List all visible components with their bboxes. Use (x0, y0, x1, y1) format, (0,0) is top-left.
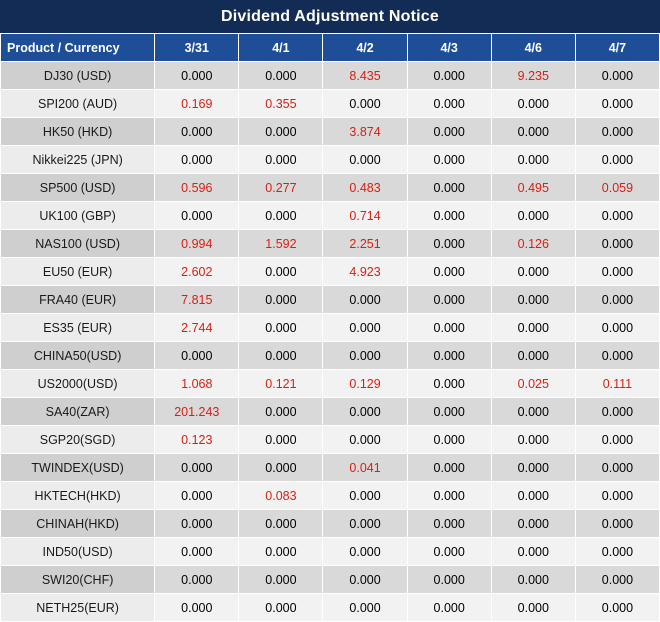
dividend-value: 0.000 (491, 398, 575, 426)
dividend-value: 0.000 (239, 342, 323, 370)
dividend-value: 3.874 (323, 118, 407, 146)
dividend-value: 0.495 (491, 174, 575, 202)
dividend-value: 0.000 (575, 454, 659, 482)
dividend-value: 0.000 (239, 118, 323, 146)
table-row (1, 258, 660, 286)
column-header-date-3: 4/2 (323, 34, 407, 62)
dividend-value: 0.000 (575, 230, 659, 258)
dividend-value: 0.000 (491, 566, 575, 594)
dividend-value: 2.602 (155, 258, 239, 286)
dividend-value: 0.000 (491, 454, 575, 482)
product-label: EU50 (EUR) (1, 258, 155, 286)
dividend-value: 0.000 (239, 314, 323, 342)
dividend-value: 0.000 (155, 594, 239, 622)
dividend-value: 0.000 (575, 62, 659, 90)
dividend-value: 0.169 (155, 90, 239, 118)
table-row (1, 370, 660, 398)
column-header-product: Product / Currency (1, 34, 155, 62)
dividend-value: 0.000 (575, 398, 659, 426)
dividend-value: 0.000 (491, 258, 575, 286)
dividend-value: 0.000 (155, 482, 239, 510)
product-label: HKTECH(HKD) (1, 482, 155, 510)
dividend-value: 0.000 (155, 454, 239, 482)
dividend-value: 0.000 (575, 258, 659, 286)
product-label: UK100 (GBP) (1, 202, 155, 230)
dividend-value: 0.000 (323, 426, 407, 454)
dividend-value: 0.000 (323, 594, 407, 622)
table-row (1, 118, 660, 146)
dividend-value: 0.000 (491, 342, 575, 370)
dividend-value: 0.000 (575, 90, 659, 118)
dividend-value: 0.277 (239, 174, 323, 202)
dividend-value: 0.000 (323, 482, 407, 510)
dividend-value: 0.000 (407, 174, 491, 202)
dividend-value: 0.000 (575, 118, 659, 146)
dividend-value: 0.000 (575, 342, 659, 370)
dividend-value: 0.483 (323, 174, 407, 202)
dividend-value: 1.068 (155, 370, 239, 398)
dividend-value: 0.121 (239, 370, 323, 398)
dividend-value: 0.000 (239, 286, 323, 314)
dividend-value: 0.000 (155, 538, 239, 566)
product-label: FRA40 (EUR) (1, 286, 155, 314)
product-label: ES35 (EUR) (1, 314, 155, 342)
product-label: US2000(USD) (1, 370, 155, 398)
table-row (1, 398, 660, 426)
dividend-value: 0.000 (239, 566, 323, 594)
table-row (1, 202, 660, 230)
dividend-value: 0.000 (407, 566, 491, 594)
dividend-value: 0.000 (323, 146, 407, 174)
dividend-value: 0.000 (155, 566, 239, 594)
table-header (1, 34, 660, 62)
product-label: CHINA50(USD) (1, 342, 155, 370)
dividend-value: 0.000 (491, 146, 575, 174)
dividend-value: 0.111 (575, 370, 659, 398)
dividend-value: 0.000 (323, 398, 407, 426)
table-row (1, 482, 660, 510)
dividend-value: 0.000 (575, 482, 659, 510)
product-label: HK50 (HKD) (1, 118, 155, 146)
table-row (1, 538, 660, 566)
dividend-value: 0.000 (575, 314, 659, 342)
dividend-value: 0.000 (407, 342, 491, 370)
dividend-value: 0.596 (155, 174, 239, 202)
product-label: CHINAH(HKD) (1, 510, 155, 538)
dividend-value: 0.000 (407, 398, 491, 426)
dividend-value: 1.592 (239, 230, 323, 258)
dividend-value: 0.126 (491, 230, 575, 258)
dividend-value: 0.000 (575, 594, 659, 622)
table-row (1, 342, 660, 370)
product-label: IND50(USD) (1, 538, 155, 566)
dividend-value: 0.000 (239, 594, 323, 622)
column-header-date-6: 4/7 (575, 34, 659, 62)
column-header-date-5: 4/6 (491, 34, 575, 62)
dividend-value: 0.000 (155, 62, 239, 90)
dividend-value: 0.000 (323, 90, 407, 118)
product-label: SGP20(SGD) (1, 426, 155, 454)
dividend-value: 0.000 (323, 510, 407, 538)
dividend-value: 0.000 (239, 454, 323, 482)
dividend-value: 7.815 (155, 286, 239, 314)
table-row (1, 90, 660, 118)
dividend-value: 0.000 (155, 342, 239, 370)
dividend-value: 0.000 (407, 62, 491, 90)
table-body (1, 62, 660, 622)
product-label: TWINDEX(USD) (1, 454, 155, 482)
dividend-value: 201.243 (155, 398, 239, 426)
dividend-value: 0.000 (323, 286, 407, 314)
dividend-value: 0.000 (239, 510, 323, 538)
dividend-value: 0.000 (491, 538, 575, 566)
dividend-value: 0.000 (407, 454, 491, 482)
product-label: SWI20(CHF) (1, 566, 155, 594)
dividend-value: 0.000 (407, 90, 491, 118)
dividend-value: 0.000 (575, 202, 659, 230)
dividend-value: 0.000 (491, 482, 575, 510)
table-row (1, 230, 660, 258)
dividend-value: 0.000 (239, 62, 323, 90)
dividend-value: 0.000 (239, 202, 323, 230)
dividend-value: 0.000 (323, 566, 407, 594)
dividend-value: 0.025 (491, 370, 575, 398)
dividend-value: 0.000 (407, 538, 491, 566)
product-label: SP500 (USD) (1, 174, 155, 202)
dividend-value: 0.000 (323, 538, 407, 566)
dividend-value: 0.000 (239, 258, 323, 286)
dividend-value: 0.000 (239, 146, 323, 174)
product-label: SA40(ZAR) (1, 398, 155, 426)
table-row (1, 566, 660, 594)
dividend-value: 0.000 (491, 594, 575, 622)
table-row (1, 314, 660, 342)
table-row (1, 146, 660, 174)
table-row (1, 62, 660, 90)
column-header-date-4: 4/3 (407, 34, 491, 62)
dividend-value: 0.000 (491, 286, 575, 314)
dividend-table (0, 33, 660, 622)
dividend-value: 0.000 (155, 202, 239, 230)
table-row (1, 510, 660, 538)
dividend-value: 0.000 (407, 594, 491, 622)
dividend-value: 0.059 (575, 174, 659, 202)
dividend-value: 4.923 (323, 258, 407, 286)
table-row (1, 454, 660, 482)
column-header-date-1: 3/31 (155, 34, 239, 62)
dividend-value: 2.251 (323, 230, 407, 258)
dividend-value: 0.000 (155, 146, 239, 174)
dividend-value: 0.355 (239, 90, 323, 118)
dividend-value: 0.000 (491, 510, 575, 538)
dividend-value: 0.714 (323, 202, 407, 230)
dividend-value: 0.000 (239, 398, 323, 426)
dividend-value: 0.000 (575, 426, 659, 454)
dividend-value: 0.123 (155, 426, 239, 454)
dividend-value: 0.000 (323, 314, 407, 342)
dividend-value: 0.000 (155, 118, 239, 146)
dividend-value: 0.000 (407, 370, 491, 398)
table-row (1, 174, 660, 202)
dividend-value: 0.000 (155, 510, 239, 538)
dividend-value: 0.000 (407, 230, 491, 258)
dividend-value: 0.000 (407, 482, 491, 510)
dividend-value: 0.000 (575, 538, 659, 566)
dividend-value: 0.000 (407, 510, 491, 538)
product-label: Nikkei225 (JPN) (1, 146, 155, 174)
product-label: SPI200 (AUD) (1, 90, 155, 118)
dividend-value: 0.000 (491, 314, 575, 342)
dividend-value: 2.744 (155, 314, 239, 342)
table-row (1, 426, 660, 454)
dividend-value: 0.000 (407, 202, 491, 230)
dividend-value: 0.000 (407, 258, 491, 286)
dividend-value: 0.000 (575, 510, 659, 538)
dividend-value: 0.083 (239, 482, 323, 510)
header-row (1, 34, 660, 62)
dividend-value: 0.000 (575, 566, 659, 594)
product-label: NAS100 (USD) (1, 230, 155, 258)
page-title: Dividend Adjustment Notice (0, 0, 660, 33)
column-header-date-2: 4/1 (239, 34, 323, 62)
dividend-value: 0.000 (407, 146, 491, 174)
dividend-value: 0.000 (407, 286, 491, 314)
dividend-value: 9.235 (491, 62, 575, 90)
table-row (1, 594, 660, 622)
dividend-value: 0.000 (239, 426, 323, 454)
dividend-value: 0.000 (491, 202, 575, 230)
dividend-value: 0.000 (407, 118, 491, 146)
dividend-value: 0.041 (323, 454, 407, 482)
dividend-value: 0.129 (323, 370, 407, 398)
dividend-value: 0.000 (491, 118, 575, 146)
product-label: NETH25(EUR) (1, 594, 155, 622)
dividend-value: 0.000 (491, 90, 575, 118)
dividend-value: 0.000 (407, 314, 491, 342)
dividend-value: 0.000 (239, 538, 323, 566)
dividend-value: 0.994 (155, 230, 239, 258)
dividend-value: 0.000 (491, 426, 575, 454)
product-label: DJ30 (USD) (1, 62, 155, 90)
table-row (1, 286, 660, 314)
dividend-value: 0.000 (407, 426, 491, 454)
dividend-value: 0.000 (323, 342, 407, 370)
dividend-value: 0.000 (575, 146, 659, 174)
dividend-value: 8.435 (323, 62, 407, 90)
dividend-value: 0.000 (575, 286, 659, 314)
